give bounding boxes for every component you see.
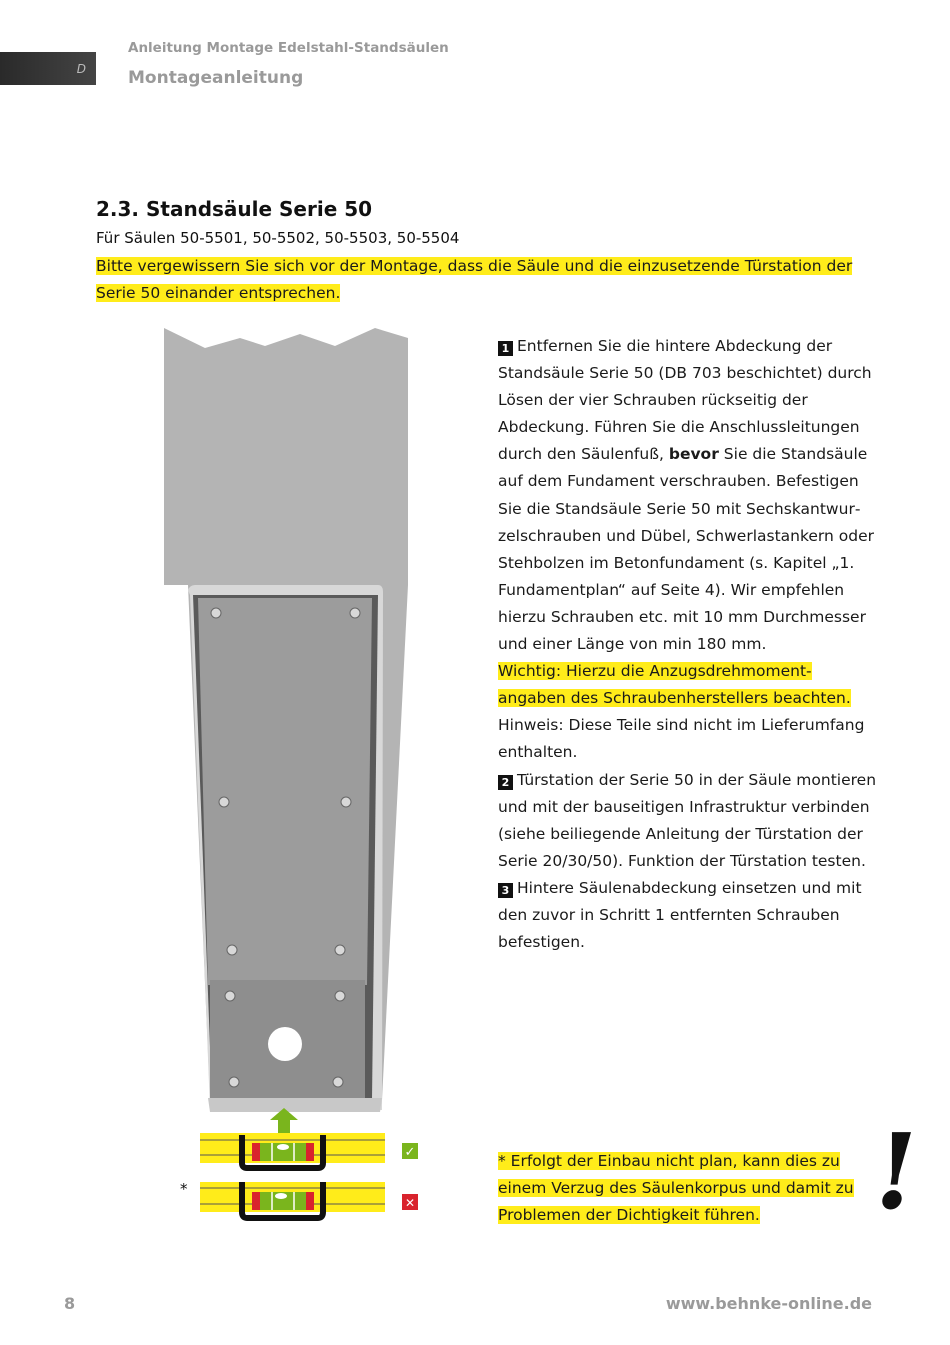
note-line-2: einem Verzug des Säulenkorpus und damit zu — [498, 1179, 854, 1198]
step-1-hint: Hinweis: Diese Teile sind nicht im Lieferumfang enthalten. — [498, 716, 865, 762]
warning-line-1: Bitte vergewissern Sie sich vor der Montage, dass die Säule und die einzusetzende Türstation der — [96, 257, 853, 275]
column-figure — [150, 320, 450, 1244]
document-subtitle: Anleitung Montage Edelstahl-Standsäulen — [128, 40, 449, 56]
instructions — [498, 333, 880, 956]
asterisk: * — [180, 1180, 188, 1198]
step-2-number: 2 — [498, 775, 513, 790]
section-warning — [96, 253, 876, 307]
document-title: Montageanleitung — [128, 68, 304, 88]
step-2-text: Türstation der Serie 50 in der Säule montieren und mit der bauseitigen Infrastruktur verbinden (siehe beiliegende Anleitung der Türstation der Serie 20/30/50). Funktion der Türstation testen. — [498, 770, 877, 870]
step-1-text-a: Entfernen Sie die hintere Abdeckung der Standsäule Serie 50 (DB 703 beschichtet) durch Lösen der vier Schrauben rückseitig der Abdeckung. Führen Sie die Anschlussleitungen durch den Säulenfuß, — [498, 337, 872, 464]
step-1-bold: bevor — [668, 445, 719, 464]
level-bad — [200, 1182, 385, 1218]
language-tab — [0, 52, 96, 85]
language-label: D — [76, 61, 86, 76]
screw — [219, 797, 229, 807]
planarity-note — [498, 1148, 878, 1229]
cable-hole — [268, 1027, 302, 1061]
section-title: 2.3. Standsäule Serie 50 — [96, 197, 373, 221]
note-line-3: Problemen der Dichtigkeit führen. — [498, 1206, 760, 1225]
screw — [350, 608, 360, 618]
note-line-1: * Erfolgt der Einbau nicht plan, kann dies zu — [498, 1152, 840, 1170]
screw — [335, 945, 345, 955]
column-base — [208, 1098, 382, 1112]
up-arrow — [270, 1108, 298, 1135]
step-1-important-2: angaben des Schraubenherstellers beachten. — [498, 689, 851, 708]
screw — [341, 797, 351, 807]
warning-line-2: Serie 50 einander entsprechen. — [96, 284, 341, 302]
screw — [229, 1077, 239, 1087]
step-3-text: Hintere Säulenabdeckung einsetzen und mit den zuvor in Schritt 1 entfernten Schrauben befestigen. — [498, 878, 862, 952]
page-number: 8 — [64, 1294, 76, 1313]
footer-url[interactable]: www.behnke-online.de — [665, 1294, 872, 1313]
exclamation-icon: ! — [864, 1110, 928, 1233]
step-3-number: 3 — [498, 883, 513, 898]
screw — [227, 945, 237, 955]
screw — [211, 608, 221, 618]
step-1-number: 1 — [498, 341, 513, 356]
level-ok — [200, 1133, 385, 1168]
section-subtitle: Für Säulen 50-5501, 50-5502, 50-5503, 50-5504 — [96, 229, 460, 247]
step-1-important-1: Wichtig: Hierzu die Anzugsdrehmoment- — [498, 662, 812, 681]
screw — [333, 1077, 343, 1087]
mounting-plate-face — [198, 598, 372, 985]
column-illustration — [150, 320, 450, 1240]
bad-mark: ✕ — [404, 1196, 416, 1210]
screw — [335, 991, 345, 1001]
step-1-text-b: Sie die Standsäule auf dem Fundament verschrauben. Befestigen Sie die Standsäule Serie 50 mit Sechskantwurzelschrauben und Dübel, Schwerlastankern oder Stehbolzen im Betonfundament (s. Kapitel „1. Fundamentplan“ auf Seite 4). Wir empfehlen hierzu Schrauben etc. mit 10 mm Durchmesser und einer Länge von min 180 mm. — [498, 445, 875, 654]
screw — [225, 991, 235, 1001]
ok-mark: ✓ — [404, 1145, 416, 1160]
